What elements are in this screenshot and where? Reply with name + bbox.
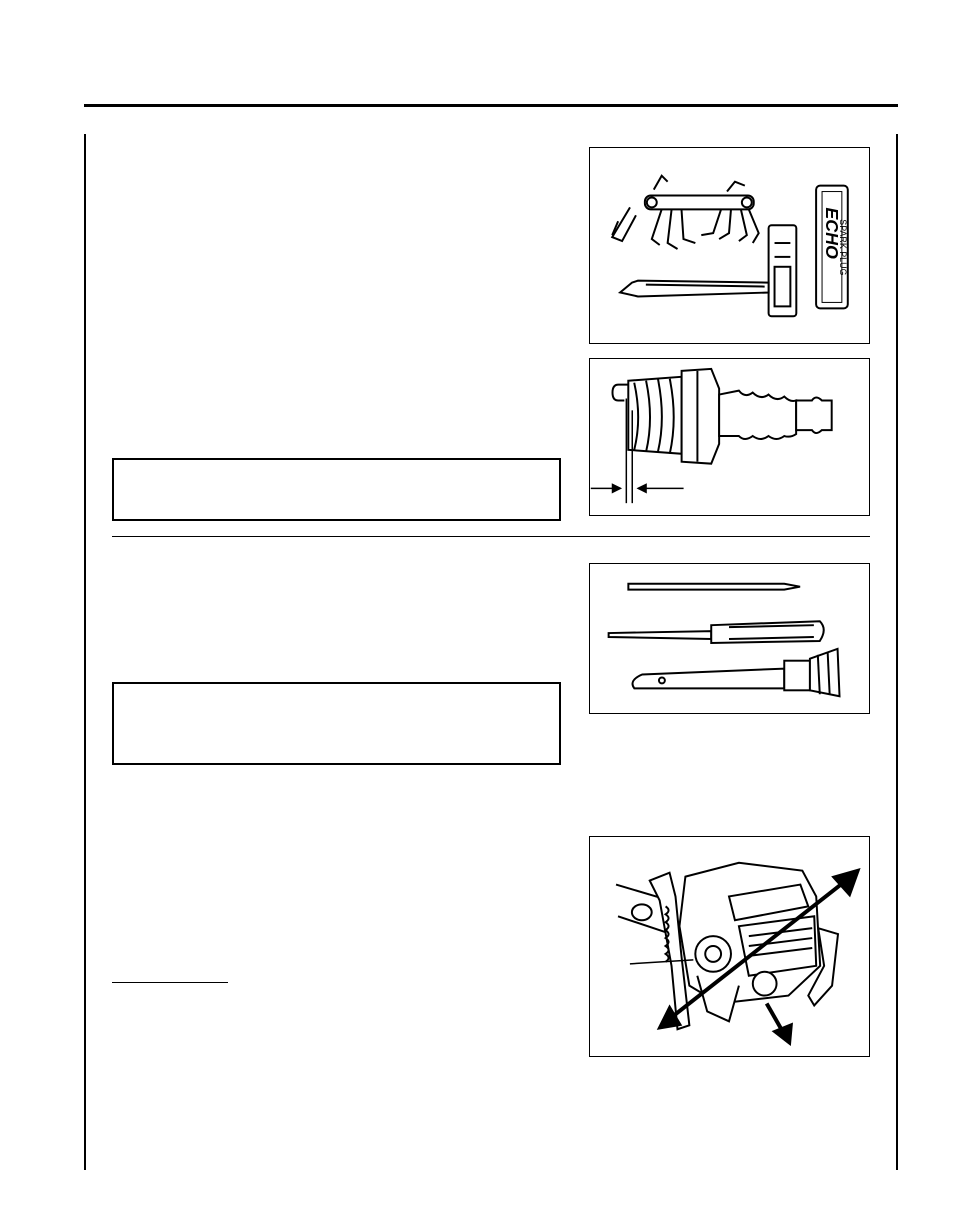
- package-label-text: SPARK PLUG: [837, 219, 848, 276]
- spark-plug-gap-illustration: [590, 359, 869, 515]
- cleaning-tools-illustration: [590, 564, 869, 713]
- engine-icon: [616, 863, 838, 1029]
- figure-spark-plug-tools: [589, 147, 870, 344]
- right-margin-line: [896, 134, 898, 1170]
- screwdriver-icon: [609, 621, 824, 643]
- engine-unit-illustration: [590, 837, 869, 1056]
- scraper-icon: [628, 584, 800, 590]
- header-rule: [84, 104, 898, 107]
- package-brand-text: ECHO: [822, 207, 843, 259]
- brush-icon: [633, 649, 840, 696]
- section-divider: [112, 536, 870, 537]
- left-margin-line: [84, 134, 86, 1170]
- spark-plug-package-icon: [816, 186, 848, 309]
- leader-line: [630, 960, 693, 964]
- gap-gauge-icon: [612, 176, 758, 249]
- heading-underline: [112, 982, 228, 983]
- spark-plug-tools-illustration: [590, 148, 869, 343]
- figure-spark-plug-gap: [589, 358, 870, 516]
- spark-plug-icon: [613, 369, 832, 464]
- note-box-spark-plug: [112, 458, 561, 521]
- figure-cleaning-tools: [589, 563, 870, 714]
- figure-engine-unit: [589, 836, 870, 1057]
- note-box-cleaning: [112, 682, 561, 765]
- plug-wrench-icon: [620, 225, 796, 316]
